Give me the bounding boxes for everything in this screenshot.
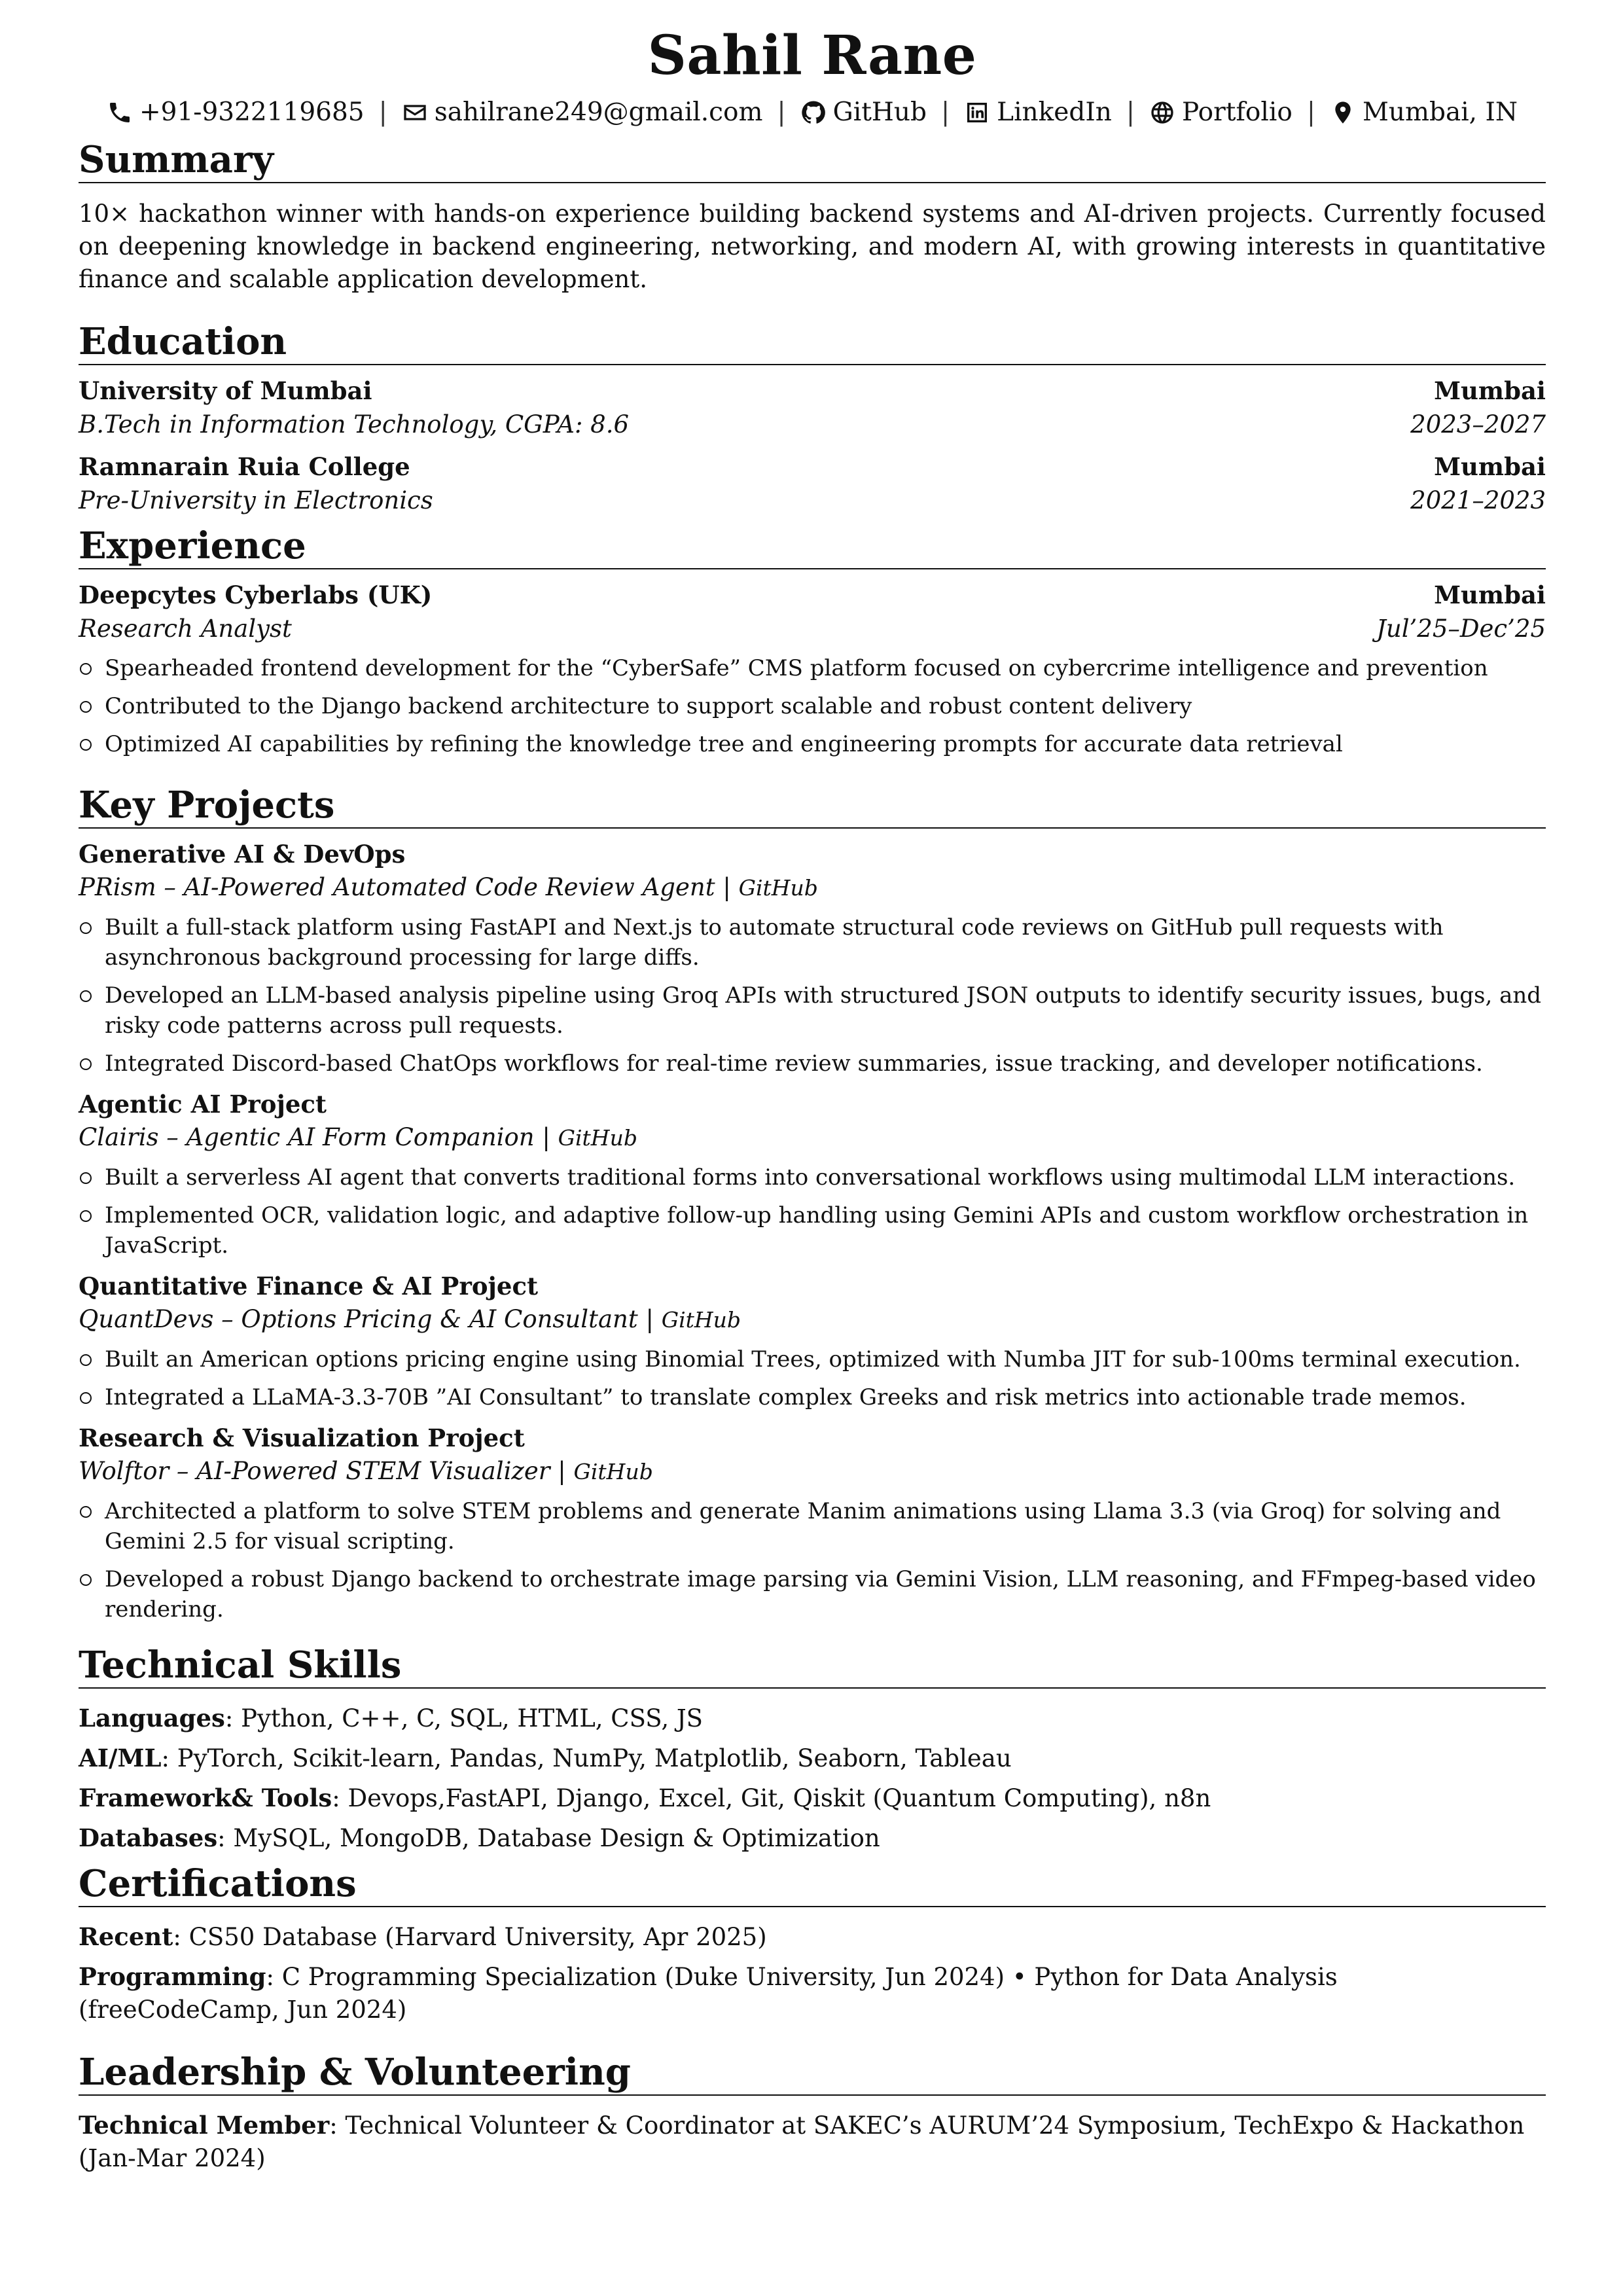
bullet-circle-icon <box>80 1058 92 1070</box>
education-section <box>79 319 1546 517</box>
bullet-text: Architected a platform to solve STEM problems and generate Manim animations using Llama 3.3 (via Groq) for solving and Gemini 2.5 for visual scripting. <box>105 1498 1501 1554</box>
bullet-item <box>79 912 1546 973</box>
section-title: Technical Skills <box>79 1643 1546 1689</box>
leadership-row: Technical Member: Technical Volunteer & Coordinator at SAKEC’s AURUM’24 Symposium, TechExpo & Hackathon (Jan-Mar 2024) <box>79 2111 1525 2172</box>
skills-section <box>79 1643 1546 1855</box>
bullet-circle-icon <box>80 739 92 751</box>
bullet-circle-icon <box>80 990 92 1002</box>
contact-github[interactable] <box>800 94 927 131</box>
bullet-text: Optimized AI capabilities by refining the knowledge tree and engineering prompts for accurate data retrieval <box>105 731 1343 757</box>
bullet-circle-icon <box>80 1506 92 1518</box>
separator: | <box>941 98 950 127</box>
contact-bar <box>79 94 1546 131</box>
skill-label: Framework& Tools <box>79 1784 332 1812</box>
bullet-circle-icon <box>80 1210 92 1222</box>
section-title: Experience <box>79 524 1546 569</box>
bullet-item <box>79 1564 1546 1624</box>
company-name: Deepcytes Cyberlabs (UK) <box>79 581 433 609</box>
certification-label: Programming <box>79 1962 266 1991</box>
location-pin-icon <box>1330 99 1356 126</box>
bullet-text: Developed a robust Django backend to orchestrate image parsing via Gemini Vision, LLM reasoning, and FFmpeg-based video rendering. <box>105 1566 1536 1623</box>
contact-portfolio[interactable] <box>1149 94 1293 131</box>
bullet-text: Built a full-stack platform using FastAPI and Next.js to automate structural code reviews on GitHub pull requests with asynchronous background processing for large diffs. <box>105 914 1444 971</box>
project-entry: Research & Visualization Project Wolftor – AI-Powered STEM Visualizer | GitHub Architected a platform to solve STEM problems and generate Manim animations using Llama 3.3 (via Groq) for solving and Gemini 2.5 for visual scripting. Developed a robust Django backend to orchestrate image parsing via Gemini Vision, LLM reasoning, and FFmpeg-based video rendering. <box>79 1422 1546 1624</box>
dates: 2023–2027 <box>1410 410 1546 439</box>
degree: B.Tech in Information Technology, CGPA: 8.6 <box>79 410 630 439</box>
role: Research Analyst <box>79 615 292 643</box>
github-icon <box>800 99 827 126</box>
section-title: Education <box>79 319 1546 365</box>
project-entry: Generative AI & DevOps PRism – AI-Powered Automated Code Review Agent | GitHub Built a full-stack platform using FastAPI and Next.js to automate structural code reviews on GitHub pull requests with asynchronous background processing for large diffs. Developed an LLM-based analysis pipeline using Groq APIs with structured JSON outputs to identify security issues, bugs, and risky code patterns across pull requests. Integrated Discord-based ChatOps workflows for real-time review summaries, issue tracking, and developer notifications. <box>79 838 1546 1079</box>
bullet-text: Built a serverless AI agent that converts traditional forms into conversational workflows using multimodal LLM interactions. <box>105 1164 1516 1191</box>
contact-location <box>1330 94 1518 131</box>
experience-entry <box>79 579 1546 759</box>
skill-value: MySQL, MongoDB, Database Design & Optimization <box>233 1824 880 1852</box>
section-title: Leadership & Volunteering <box>79 2050 1546 2096</box>
bullet-list <box>79 1496 1546 1624</box>
bullet-list <box>79 653 1546 759</box>
section-title: Key Projects <box>79 783 1546 829</box>
project-category: Agentic AI Project <box>79 1090 327 1119</box>
bullet-circle-icon <box>80 1172 92 1184</box>
bullet-item <box>79 1049 1546 1079</box>
project-name: Clairis – Agentic AI Form Companion <box>79 1123 535 1151</box>
separator: | <box>1126 98 1135 127</box>
bullet-list <box>79 1162 1546 1261</box>
bullet-circle-icon <box>80 1574 92 1586</box>
project-github-link[interactable]: GitHub <box>661 1307 741 1333</box>
separator: | <box>378 98 387 127</box>
school-location: Mumbai <box>1434 452 1546 481</box>
project-name: QuantDevs – Options Pricing & AI Consultant <box>79 1305 638 1333</box>
bullet-list <box>79 1344 1546 1412</box>
leadership-section <box>79 2050 1546 2175</box>
degree: Pre-University in Electronics <box>79 486 433 514</box>
contact-linkedin[interactable] <box>964 94 1112 131</box>
skill-row: AI/ML: PyTorch, Scikit-learn, Pandas, NumPy, Matplotlib, Seaborn, Tableau <box>79 1744 1012 1772</box>
bullet-item <box>79 729 1546 759</box>
skill-value: Python, C++, C, SQL, HTML, CSS, JS <box>241 1704 704 1732</box>
certification-value: C Programming Specialization (Duke University, Jun 2024) • Python for Data Analysis (freeCodeCamp, Jun 2024) <box>79 1963 1338 2024</box>
candidate-name: Sahil Rane <box>647 24 977 87</box>
envelope-icon <box>402 99 428 126</box>
bullet-text: Spearheaded frontend development for the “CyberSafe” CMS platform focused on cybercrime intelligence and prevention <box>105 655 1488 681</box>
education-entry <box>79 374 1546 441</box>
bullet-item <box>79 691 1546 721</box>
skill-row: Databases: MySQL, MongoDB, Database Design & Optimization <box>79 1823 880 1852</box>
github-text: GitHub <box>832 98 927 127</box>
separator: | <box>1306 98 1315 127</box>
project-github-link[interactable]: GitHub <box>738 875 818 901</box>
phone-text: +91-9322119685 <box>139 98 365 127</box>
location-text: Mumbai, IN <box>1362 98 1518 127</box>
bullet-list <box>79 912 1546 1079</box>
skill-row: Framework& Tools: Devops,FastAPI, Django, Excel, Git, Qiskit (Quantum Computing), n8n <box>79 1784 1211 1812</box>
project-github-link[interactable]: GitHub <box>573 1459 653 1484</box>
dates: 2021–2023 <box>1410 486 1546 514</box>
bullet-item <box>79 1344 1546 1374</box>
school-location: Mumbai <box>1434 376 1546 405</box>
skill-label: Databases <box>79 1823 218 1852</box>
summary-text: 10× hackathon winner with hands-on experience building backend systems and AI-driven projects. Currently focused on deepening knowledge in backend engineering, networking, and modern AI, with growing interests in quantitative finance and scalable application development. <box>79 200 1546 293</box>
linkedin-text: LinkedIn <box>997 98 1112 127</box>
contact-email[interactable] <box>402 94 763 131</box>
section-title: Certifications <box>79 1861 1546 1907</box>
email-text: sahilrane249@gmail.com <box>434 98 763 127</box>
skill-row: Languages: Python, C++, C, SQL, HTML, CSS, JS <box>79 1704 704 1732</box>
bullet-text: Integrated Discord-based ChatOps workflows for real-time review summaries, issue tracking, and developer notifications. <box>105 1050 1483 1077</box>
experience-section <box>79 524 1546 759</box>
bullet-text: Developed an LLM-based analysis pipeline using Groq APIs with structured JSON outputs to identify security issues, bugs, and risky code patterns across pull requests. <box>105 982 1542 1039</box>
globe-icon <box>1149 99 1175 126</box>
bullet-item <box>79 1162 1546 1193</box>
bullet-item <box>79 980 1546 1041</box>
bullet-item <box>79 1382 1546 1412</box>
project-category: Generative AI & DevOps <box>79 840 406 869</box>
project-category: Quantitative Finance & AI Project <box>79 1272 539 1300</box>
skill-label: AI/ML <box>79 1744 162 1772</box>
phone-icon <box>107 99 133 126</box>
projects-section <box>79 783 1546 1624</box>
bullet-circle-icon <box>80 922 92 934</box>
bullet-text: Implemented OCR, validation logic, and adaptive follow-up handling using Gemini APIs and custom workflow orchestration in JavaScript. <box>105 1202 1529 1259</box>
leadership-label: Technical Member <box>79 2111 330 2140</box>
bullet-item <box>79 1496 1546 1556</box>
project-category: Research & Visualization Project <box>79 1424 525 1452</box>
project-name: PRism – AI-Powered Automated Code Review Agent <box>79 873 715 901</box>
leadership-value: Technical Volunteer & Coordinator at SAKEC’s AURUM’24 Symposium, TechExpo & Hackathon (Jan-Mar 2024) <box>79 2111 1525 2172</box>
bullet-item <box>79 1200 1546 1261</box>
certification-row: Programming: C Programming Specialization (Duke University, Jun 2024) • Python for Data Analysis (freeCodeCamp, Jun 2024) <box>79 1962 1338 2024</box>
company-location: Mumbai <box>1434 581 1546 609</box>
bullet-text: Built an American options pricing engine using Binomial Trees, optimized with Numba JIT for sub-100ms terminal execution. <box>105 1346 1521 1372</box>
project-entry: Agentic AI Project Clairis – Agentic AI Form Companion | GitHub Built a serverless AI agent that converts traditional forms into conversational workflows using multimodal LLM interactions. Implemented OCR, validation logic, and adaptive follow-up handling using Gemini APIs and custom workflow orchestration in JavaScript. <box>79 1088 1546 1261</box>
contact-phone[interactable] <box>107 94 365 131</box>
portfolio-text: Portfolio <box>1182 98 1293 127</box>
certification-label: Recent <box>79 1922 173 1951</box>
summary-section <box>79 137 1546 296</box>
education-entry <box>79 450 1546 517</box>
separator: | <box>777 98 786 127</box>
certification-row: Recent: CS50 Database (Harvard University, Apr 2025) <box>79 1922 767 1951</box>
project-github-link[interactable]: GitHub <box>558 1125 637 1151</box>
certifications-section <box>79 1861 1546 2026</box>
bullet-circle-icon <box>80 663 92 675</box>
bullet-text: Contributed to the Django backend architecture to support scalable and robust content delivery <box>105 693 1192 719</box>
skill-value: PyTorch, Scikit-learn, Pandas, NumPy, Matplotlib, Seaborn, Tableau <box>177 1744 1012 1772</box>
bullet-circle-icon <box>80 701 92 713</box>
linkedin-icon <box>964 99 990 126</box>
bullet-circle-icon <box>80 1392 92 1404</box>
bullet-text: Integrated a LLaMA-3.3-70B ”AI Consultant” to translate complex Greeks and risk metrics into actionable trade memos. <box>105 1384 1467 1410</box>
bullet-item <box>79 653 1546 683</box>
section-title: Summary <box>79 137 1546 183</box>
project-name: Wolftor – AI-Powered STEM Visualizer <box>79 1457 550 1485</box>
bullet-circle-icon <box>80 1354 92 1366</box>
skill-label: Languages <box>79 1704 225 1732</box>
dates: Jul’25–Dec’25 <box>1376 615 1546 643</box>
certification-value: CS50 Database (Harvard University, Apr 2025) <box>188 1923 767 1951</box>
skill-value: Devops,FastAPI, Django, Excel, Git, Qiskit (Quantum Computing), n8n <box>348 1784 1211 1812</box>
school-name: University of Mumbai <box>79 376 372 405</box>
project-entry: Quantitative Finance & AI Project QuantDevs – Options Pricing & AI Consultant | GitHub Built an American options pricing engine using Binomial Trees, optimized with Numba JIT for sub-100ms terminal execution. Integrated a LLaMA-3.3-70B ”AI Consultant” to translate complex Greeks and risk metrics into actionable trade memos. <box>79 1270 1546 1412</box>
school-name: Ramnarain Ruia College <box>79 452 410 481</box>
